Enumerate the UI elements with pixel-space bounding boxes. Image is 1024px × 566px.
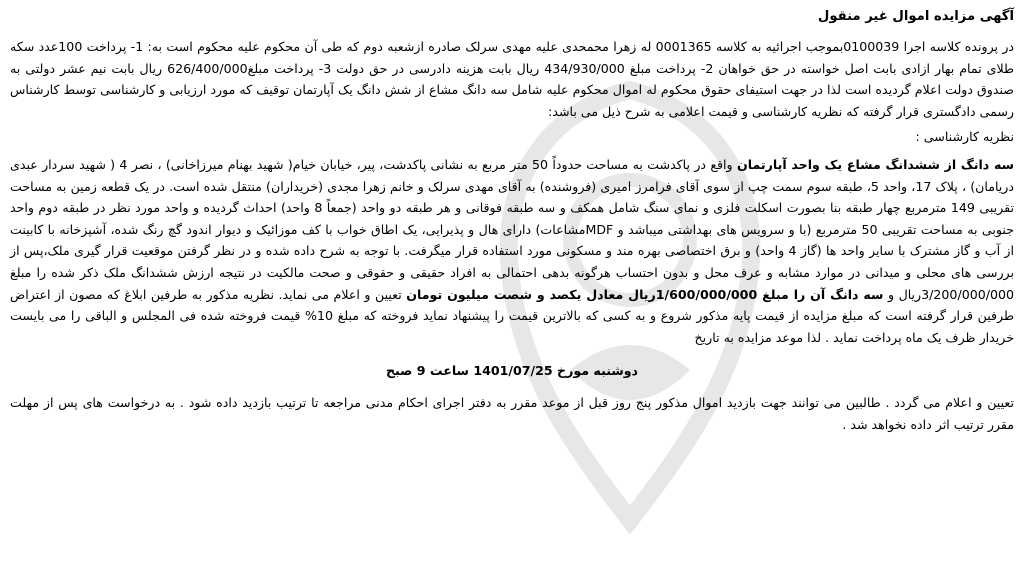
expert-heading: نظریه کارشناسی : bbox=[915, 129, 1014, 145]
half-share-value: سه دانگ آن را مبلغ 1/600/000/000ریال معادل یکصد و شصت میلیون تومان bbox=[406, 286, 884, 302]
expert-tail: تعیین و اعلام می نماید. نظریه مذکور به طرفین ابلاغ که مصون از اعتراض طرفین قرار گرفته است که مبلغ مزایده از قیمت پایه مذکور شروع و به کسی که بالاترین قیمت را پیشنهاد نماید فروخته که مبلغ 10% قیمت فروخته شده فی المجلس و الباقی را می بایست خریدار ظرف یک ماه پرداخت نماید . لذا موعد مزایده به تاریخ bbox=[10, 286, 1014, 345]
auction-date: دوشنبه مورخ 1401/07/25 ساعت 9 صبح bbox=[385, 363, 639, 379]
intro-paragraph: در پرونده کلاسه اجرا 0100039بموجب اجرائیه به کلاسه 0001365 له زهرا محمحدی علیه مهدی سرلک صادره ازشعبه دوم که طی آن محکوم علیه محکوم است به: 1- پرداخت 100عدد سکه طلای تمام بهار ازادی بابت اصل خواسته در حق خواهان 2- پرداخت مبلغ 434/930/000 ریال بابت هزینه دادرسی در حق دولت 3- پرداخت مبلغ626/400/000 ریال بابت نیم عشر دولتی به صندوق دولت اعلام گردیده است لذا در جهت استیفای حقوق محکوم له اموال محکوم علیه شامل سه دانگ مشاع از شش دانگ یک آپارتمان توقیف که مورد ارزیابی و کارشناسی توسط کارشناس رسمی دادگستری قرار گرفته که نظریه کارشناسی و قیمت اعلامی به شرح ذیل می باشد: bbox=[10, 39, 1015, 119]
closing-paragraph: تعیین و اعلام می گردد . طالبین می توانند جهت بازدید اموال مذکور پنج روز قبل از موعد مقرر به دفتر اجرای احکام مدنی مراجعه تا ترتیب بازدید داده شود . به درخواست های پس از مهلت مقرر ترتیب اثر داده نخواهد شد . bbox=[10, 394, 1014, 432]
expert-paragraph bbox=[10, 154, 1014, 348]
notice-title: آگهی مزایده اموال غیر منقول bbox=[817, 9, 1014, 24]
property-description-lead: سه دانگ از ششدانگ مشاع یک واحد آپارتمان bbox=[736, 156, 1014, 172]
expert-body: واقع در پاکدشت به مساحت حدوداً 50 متر مربع به نشانی پاکدشت، پیر، خیابان خیام( شهید بهنام میرزاخانی) ، نصر 4 ( شهید سردار عبدی دریامان) ، پلاک 17، واحد 5، طبقه سوم سمت چپ از سوی آقای فرامرز امیری (فروشنده) به آقای مهدی سرلک و خانم زهرا مجدی (خریداران) منتقل شده است. در یک قطعه زمین به مساحت تقریبی 149 مترمربع چهار طبقه بنا بصورت اسکلت فلزی و نمای سنگ شامل همکف و سه طبقه فوقانی و هر طبقه دو واحد (جمعاً 8 واحد) احداث گردیده و واحد مورد نظر در طبقه دوم واحد جنوبی به مساحت تقریبی 50 مترمربع (با و سرویس های بهداشتی میباشد و MDFمشاعات) دارای هال و پذیرایی، یک اطاق خواب با کف موزائیک و دیوار اندود گچ رنگ شده، آشپزخانه با کابینت از آب و گاز مشترک با سایر واحد ها (گاز 4 واحد) و برق اختصاصی بهره مند و مسکونی مورد استفاده قرار میگرفت. با توجه به شرح داده شده و در نظر گرفتن موقعیت قرار گیری ملک،پس از بررسی های محلی و میدانی در موارد مشابه و عرف محل و بدون احتساب هرگونه بدهی احتمالی به افراد حقیقی و حقوقی و صحت مالکیت در نتیجه ارزش ششدانگ ملک ذکر شده را مبلغ 3/200/000/000ریال و bbox=[10, 156, 1015, 302]
